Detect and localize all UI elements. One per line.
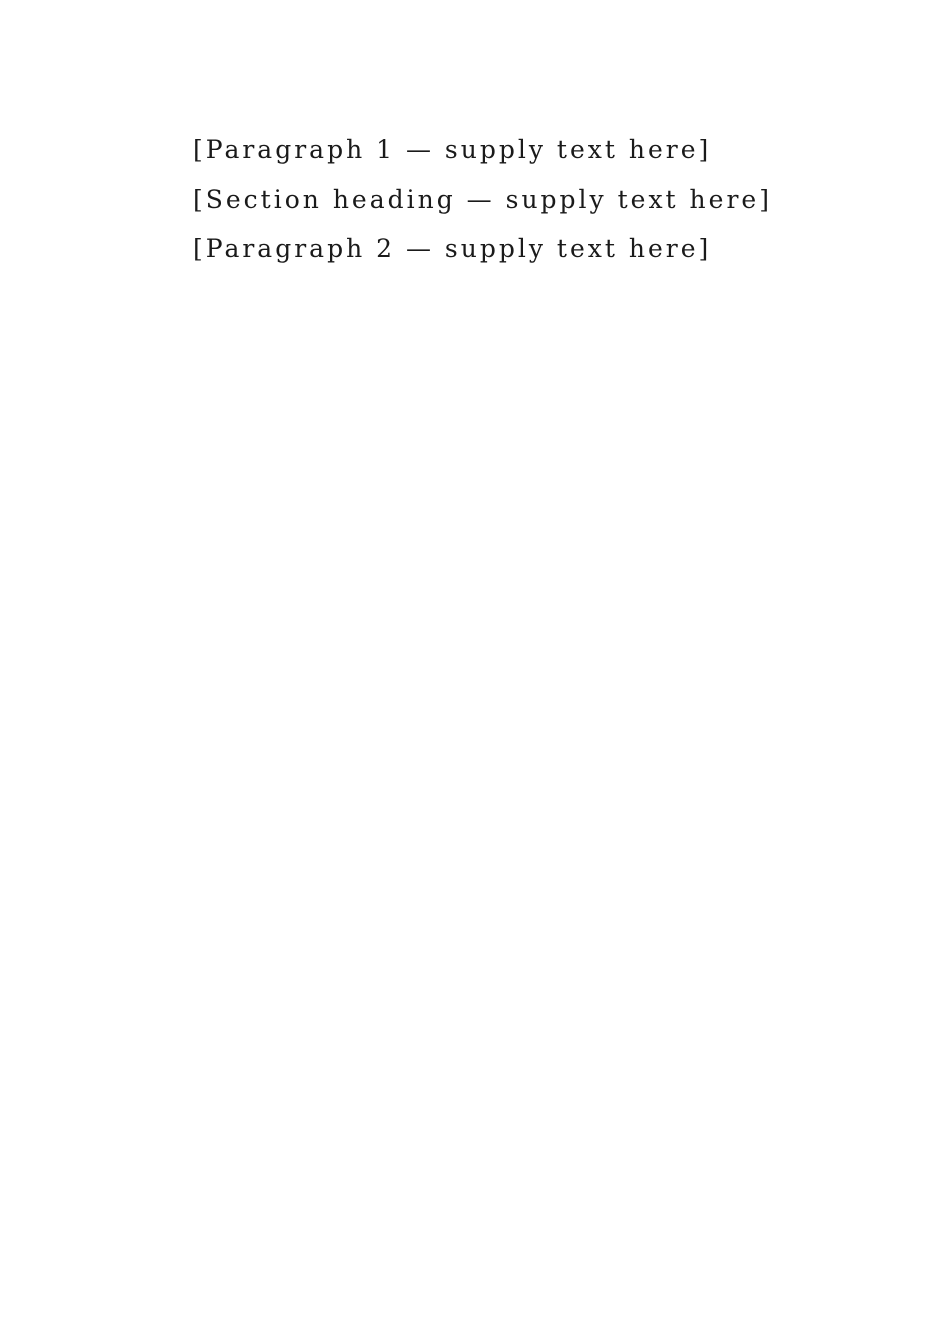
body-paragraph-2: [Paragraph 2 — supply text here] [193, 234, 712, 264]
section-heading: [Section heading — supply text here] [193, 184, 772, 214]
body-paragraph-1: [Paragraph 1 — supply text here] [193, 135, 712, 164]
